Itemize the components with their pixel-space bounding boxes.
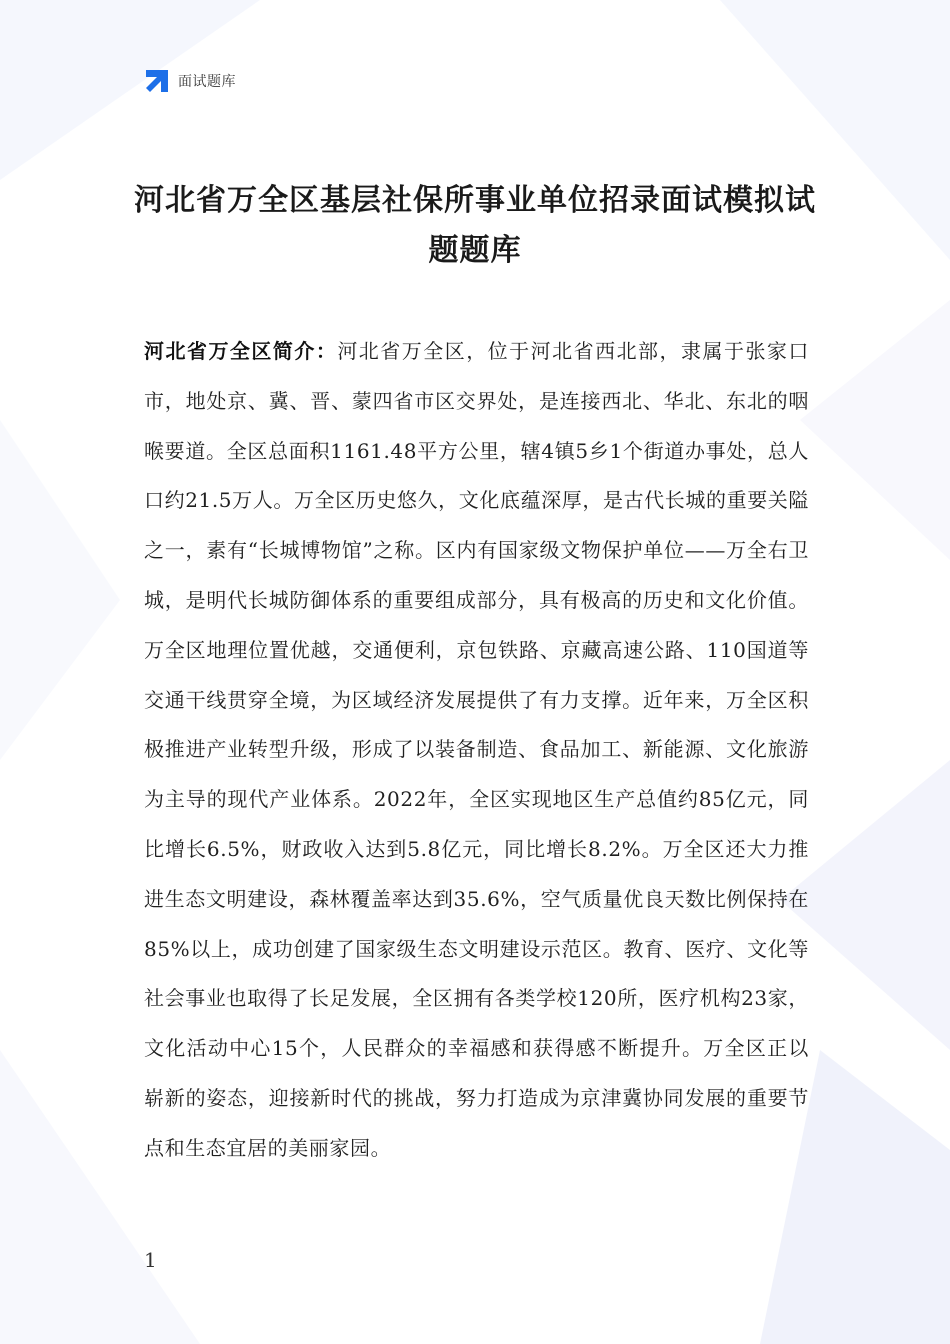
document-title: 河北省万全区基层社保所事业单位招录面试模拟试题题库 (134, 183, 816, 268)
page-number: 1 (144, 1248, 157, 1272)
intro-paragraph (144, 327, 809, 1174)
arrow-up-right-icon (144, 68, 170, 94)
intro-label: 河北省万全区简介： (144, 339, 338, 363)
brand-name: 面试题库 (178, 74, 236, 90)
intro-text: 河北省万全区，位于河北省西北部，隶属于张家口市，地处京、冀、晋、蒙四省市区交界处，是连接西北、华北、东北的咽喉要道。全区总面积1161.48平方公里，辖4镇5乡1个街道办事处，总人口约21.5万人。万全区历史悠久，文化底蕴深厚，是古代长城的重要关隘之一，素有“长城博物馆”之称。区内有国家级文物保护单位——万全右卫城，是明代长城防御体系的重要组成部分，具有极高的历史和文化价值。万全区地理位置优越，交通便利，京包铁路、京藏高速公路、110国道等交通干线贯穿全境，为区域经济发展提供了有力支撑。近年来，万全区积极推进产业转型升级，形成了以装备制造、食品加工、新能源、文化旅游为主导的现代产业体系。2022年，全区实现地区生产总值约85亿元，同比增长6.5%，财政收入达到5.8亿元，同比增长8.2%。万全区还大力推进生态文明建设，森林覆盖率达到35.6%，空气质量优良天数比例保持在85%以上，成功创建了国家级生态文明建设示范区。教育、医疗、文化等社会事业也取得了长足发展，全区拥有各类学校120所，医疗机构23家，文化活动中心15个，人民群众的幸福感和获得感不断提升。万全区正以崭新的姿态，迎接新时代的挑战，努力打造成为京津冀协同发展的重要节点和生态宜居的美丽家园。 (144, 339, 810, 1160)
header (144, 66, 236, 96)
